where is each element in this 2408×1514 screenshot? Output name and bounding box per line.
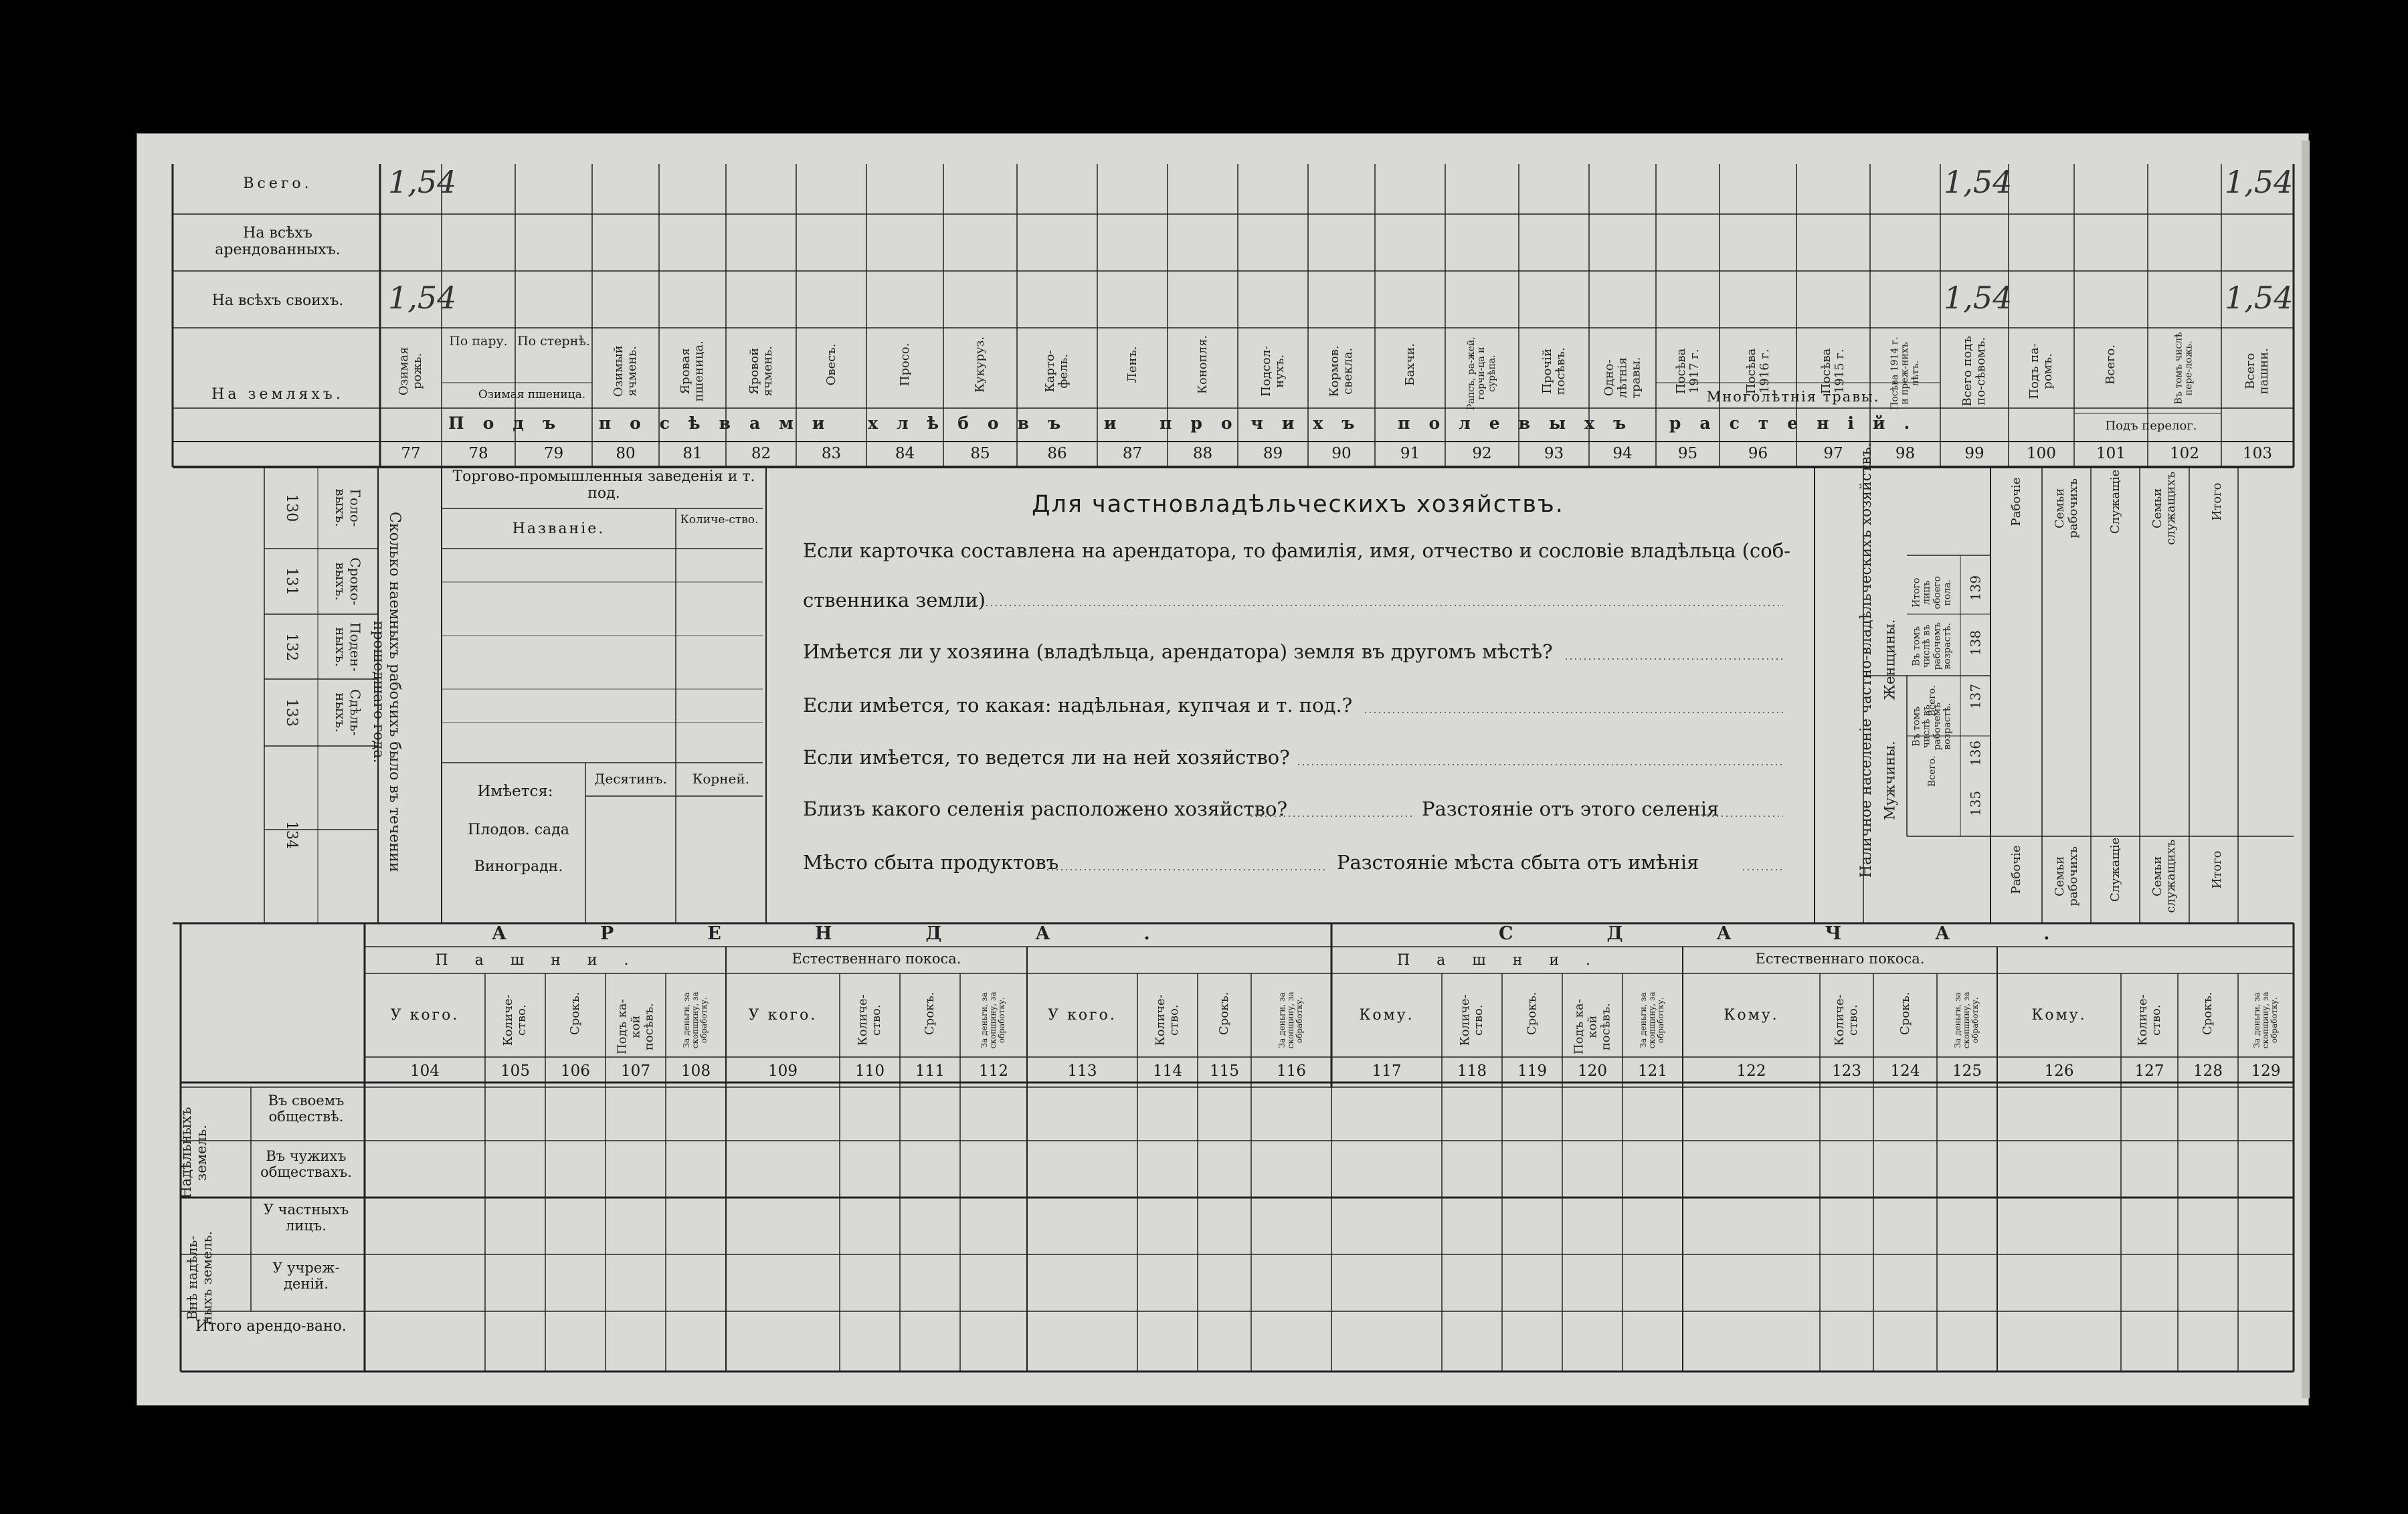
crop-column-header: Подсол-нухъ. [1259, 345, 1287, 397]
livestock-label: Голо-выхъ. [333, 488, 363, 527]
bottom-column-header: За деньги, за скопщину, за обработку. [1277, 991, 1305, 1049]
livestock-label: Сроко-выхъ. [333, 557, 363, 605]
column-number: 91 [1400, 445, 1420, 462]
bottom-column-header: Кому. [1724, 1007, 1779, 1024]
vne-nadel-label: Внѣ надѣль-ныхъ земель. [184, 1231, 215, 1325]
staff-column-header: Служащіе [2108, 837, 2122, 903]
livestock-number: 133 [283, 698, 300, 727]
crop-column-header: Кормов. свекла. [1327, 345, 1355, 397]
sdacha-header: СДАЧА. [1499, 923, 2144, 944]
bottom-column-header: Количе-ство. [501, 994, 529, 1046]
question-other-land: Имѣется ли у хозяина (владѣльца, арендатора) земля въ другомъ мѣстѣ? [803, 640, 1553, 663]
livestock-number: 130 [283, 494, 300, 523]
arenda-header: АРЕНДА. [492, 923, 1244, 944]
hired-workers-label: Сколько наемныхъ рабочихъ было въ течении прошедшаго года. [370, 511, 403, 872]
column-number: 119 [1517, 1062, 1547, 1080]
bottom-column-header: Количе-ство. [1833, 994, 1860, 1046]
column-number: 108 [681, 1062, 711, 1080]
sdacha-pokos-group: Естественнаго покоса. [1755, 951, 1925, 967]
bottom-column-header: Подъ ка-кой посѣвъ. [1572, 999, 1612, 1055]
column-number: 97 [1823, 445, 1843, 462]
bottom-column-header: У кого. [1048, 1007, 1117, 1024]
crop-column-header: По стернѣ. [517, 334, 590, 349]
staff-column-header: Рабочіе [2009, 845, 2023, 894]
has-label: Имѣется: [477, 783, 553, 800]
column-number: 104 [410, 1062, 440, 1080]
crop-column-header: Посѣва 1914 г. и преж-нихъ лѣтъ. [1889, 337, 1921, 410]
column-number: 123 [1832, 1062, 1861, 1080]
crop-column-header: Посѣва 1916 г. [1744, 348, 1772, 394]
bottom-column-header: Кому. [1359, 1007, 1414, 1024]
column-number: 89 [1263, 445, 1283, 462]
staff-column-header: Итого [2209, 482, 2224, 521]
bottom-column-header: Срокъ. [1897, 991, 1912, 1036]
bottom-column-header: Количе-ство. [1153, 994, 1181, 1046]
korney-column: Корней. [692, 771, 750, 787]
column-number: 112 [979, 1062, 1008, 1080]
row-institutions: У учреж-деній. [272, 1260, 340, 1293]
column-number: 83 [821, 445, 842, 462]
crop-column-header: Всего подъ по-сѣвомъ. [1960, 336, 1988, 407]
crop-column-header: Подъ па-ромъ. [2027, 343, 2055, 399]
livestock-number: 134 [283, 820, 300, 849]
column-number: 106 [561, 1062, 590, 1080]
arenda-pokos-group: Естественнаго покоса. [792, 951, 961, 967]
crop-column-header: Озимая рожь. [397, 347, 424, 396]
column-number: 127 [2134, 1062, 2164, 1080]
group-fallow: Подъ перелог. [2105, 419, 2197, 433]
question-market-distance: Разстояніе мѣста сбыта отъ имѣнія [1337, 851, 1699, 874]
handwritten-total-103: 1,54 [2225, 164, 2294, 200]
crop-column-header: Просо. [897, 343, 912, 387]
crop-column-header: Одно-лѣтнія травы. [1602, 357, 1643, 399]
column-number: 81 [682, 445, 703, 462]
crop-column-header: Кукуруз. [973, 336, 988, 393]
column-number: 121 [1638, 1062, 1667, 1080]
column-number: 82 [751, 445, 771, 462]
column-number: 92 [1472, 445, 1492, 462]
column-number: 115 [1210, 1062, 1239, 1080]
livestock-label: Сдѣль-ныхъ. [333, 688, 363, 737]
column-number: 95 [1677, 445, 1698, 462]
column-number: 103 [2243, 445, 2272, 462]
private-farms-title: Для частновладѣльческихъ хозяйствъ. [1032, 491, 1564, 518]
population-column: Всего. [1926, 755, 1938, 787]
column-number: 116 [1277, 1062, 1306, 1080]
handwritten-own-99: 1,54 [1944, 280, 2013, 316]
column-number: 120 [1578, 1062, 1607, 1080]
bottom-column-header: За деньги, за скопщину, за обработку. [980, 991, 1007, 1049]
population-column-number: 138 [1967, 630, 1984, 656]
column-number: 113 [1067, 1062, 1097, 1080]
population-column: Въ томъ числѣ въ рабочемъ возрастѣ. [1911, 702, 1953, 751]
crop-column-header: По пару. [449, 334, 508, 349]
column-number: 87 [1122, 445, 1143, 462]
column-number: 118 [1457, 1062, 1487, 1080]
men-label: Мужчины. [1881, 741, 1898, 820]
column-number: 100 [2027, 445, 2056, 462]
crops-banner: Подъ посѣвами хлѣбовъ и прочихъ полевыхъ растеній. [448, 413, 1929, 433]
row-total-rented: Итого арендо-вано. [195, 1318, 347, 1335]
livestock-label: Поден-ныхъ. [333, 622, 363, 672]
crop-column-header: Озимый ячмень. [612, 345, 639, 397]
bottom-column-header: У кого. [390, 1007, 460, 1024]
column-number: 79 [543, 445, 564, 462]
row-label-total: Всего. [243, 175, 312, 192]
nadel-label: Надѣльныхъ земель. [177, 1107, 209, 1199]
column-number: 114 [1153, 1062, 1182, 1080]
population-label: Наличное населеніе частно-владѣльческихъ хозяйствъ. [1857, 442, 1875, 878]
handwritten-total-99: 1,54 [1944, 164, 2013, 200]
livestock-number: 132 [283, 632, 300, 661]
column-number: 99 [1964, 445, 1984, 462]
bottom-column-header: За деньги, за скопщину, за обработку. [682, 991, 709, 1049]
crop-column-header: Прочій посѣвъ. [1540, 347, 1568, 395]
crop-column-header: Яровая пшеница. [678, 341, 706, 402]
column-number: 129 [2251, 1062, 2281, 1080]
row-private-persons: У частныхъ лицъ. [263, 1202, 349, 1234]
women-label: Женщины. [1881, 619, 1898, 700]
crop-column-header: Ленъ. [1125, 346, 1139, 383]
staff-column-header: Семьи рабочихъ [2052, 846, 2080, 907]
crop-column-header: Всего пашни. [2243, 348, 2271, 395]
group-ozim-wheat: Озимая пшеница. [478, 388, 586, 401]
sdacha-pashni-group: Пашни. [1396, 952, 1618, 969]
bottom-column-header: Срокъ. [1525, 991, 1540, 1036]
bottom-column-header: Количе-ство. [2135, 994, 2163, 1046]
row-other-communities: Въ чужихъ обществахъ. [260, 1148, 352, 1181]
column-number: 101 [2096, 445, 2126, 462]
question-land-type: Если имѣется, то какая: надѣльная, купчая и т. под.? [803, 694, 1353, 717]
crop-column-header: Овесъ. [824, 343, 838, 386]
crop-column-header: Посѣва 1915 г. [1819, 348, 1847, 394]
question-owner-line2: ственника земли) [803, 589, 986, 611]
handwritten-own-103: 1,54 [2225, 280, 2294, 316]
column-number: 109 [768, 1062, 798, 1080]
crop-column-header: Посѣва 1917 г. [1673, 348, 1701, 394]
bottom-column-header: Кому. [2031, 1007, 2087, 1024]
bottom-column-header: У кого. [748, 1007, 818, 1024]
bottom-column-header: За деньги, за скопщину, за обработку. [2251, 991, 2280, 1049]
question-market: Мѣсто сбыта продуктовъ [803, 851, 1059, 874]
column-number: 122 [1736, 1062, 1766, 1080]
population-column: Всего. [1926, 685, 1938, 717]
question-nearest-village: Близъ какого селенія расположено хозяйство? [803, 797, 1288, 820]
staff-column-header: Семьи служащихъ [2150, 839, 2178, 913]
population-column-number: 139 [1967, 575, 1984, 601]
column-number: 94 [1612, 445, 1633, 462]
livestock-number: 131 [283, 567, 300, 596]
arenda-pashni-group: Пашни. [435, 952, 656, 969]
handwritten-total-77: 1,54 [388, 164, 457, 200]
column-number: 126 [2044, 1062, 2074, 1080]
population-column: Въ томъ числѣ въ рабочемъ возрастѣ. [1911, 622, 1953, 670]
population-column-number: 135 [1967, 790, 1984, 817]
column-number: 84 [895, 445, 915, 462]
column-number: 77 [401, 445, 421, 462]
trade-name-column: Названіе. [512, 521, 606, 537]
column-number: 111 [915, 1062, 945, 1080]
crop-column-header: Бахчи. [1402, 343, 1417, 386]
population-column: Итого лицъ обоего пола. [1911, 576, 1953, 609]
bottom-column-header: За деньги, за скопщину, за обработку. [1639, 991, 1666, 1049]
question-farming: Если имѣется, то ведется ли на ней хозяйство? [803, 746, 1290, 769]
column-number: 125 [1952, 1062, 1982, 1080]
handwritten-own-77: 1,54 [388, 280, 457, 316]
crop-column-header: Въ томъ числѣ пере-ложь. [2173, 332, 2195, 405]
crop-column-header: Конопля. [1195, 335, 1210, 394]
trade-header: Торгово-промышленныя заведенія и т. под. [452, 468, 755, 502]
column-number: 96 [1748, 445, 1768, 462]
trade-qty-column: Количе-ство. [680, 513, 759, 527]
bottom-column-header: За деньги, за скопщину, за обработку. [1953, 991, 1980, 1049]
bottom-column-header: Количе-ство. [1458, 994, 1485, 1046]
crop-column-header: Рапсъ, ра-жей, горчи-ца и сурѣпа. [1465, 337, 1497, 410]
staff-column-header: Итого [2209, 850, 2224, 889]
column-number: 85 [970, 445, 990, 462]
staff-column-header: Семьи служащихъ [2150, 471, 2178, 545]
desyatin-column: Десятинъ. [594, 771, 667, 787]
crop-column-header: Карто-фель. [1043, 350, 1071, 393]
bottom-column-header: Срокъ. [568, 991, 583, 1036]
column-number: 128 [2193, 1062, 2223, 1080]
crop-column-header: Яровой ячмень. [747, 346, 775, 397]
column-number: 107 [621, 1062, 650, 1080]
row-label-rented: На всѣхъ арендованныхъ. [215, 225, 341, 259]
column-number: 102 [2170, 445, 2199, 462]
group-perennial-grasses: Многолѣтнія травы. [1706, 389, 1880, 405]
column-number: 105 [500, 1062, 530, 1080]
question-village-distance: Разстояніе отъ этого селенія [1422, 797, 1720, 820]
population-column-number: 137 [1967, 683, 1984, 710]
crop-column-header: Всего. [2104, 344, 2118, 385]
column-number: 78 [468, 445, 488, 462]
column-number: 93 [1544, 445, 1564, 462]
column-number: 117 [1372, 1062, 1402, 1080]
row-label-own: На всѣхъ своихъ. [211, 292, 344, 309]
bottom-column-header: Срокъ. [923, 991, 937, 1036]
row-label-lands: На земляхъ. [211, 386, 344, 403]
column-number: 124 [1890, 1062, 1920, 1080]
column-number: 86 [1047, 445, 1067, 462]
column-number: 88 [1192, 445, 1213, 462]
bottom-column-header: Срокъ. [2201, 991, 2215, 1036]
vineyards-label: Виноградн. [474, 858, 563, 875]
question-owner-line1: Если карточка составлена на арендатора, то фамилія, имя, отчество и сословіе владѣльца (соб- [803, 539, 1790, 562]
bottom-column-header: Подъ ка-кой посѣвъ. [615, 999, 656, 1055]
staff-column-header: Семьи рабочихъ [2052, 478, 2080, 539]
orchards-label: Плодов. сада [468, 822, 569, 838]
column-number: 98 [1895, 445, 1916, 462]
bottom-column-header: Срокъ. [1217, 991, 1232, 1036]
population-column-number: 136 [1967, 740, 1984, 767]
column-number: 110 [855, 1062, 885, 1080]
row-own-community: Въ своемъ обществѣ. [268, 1093, 345, 1125]
column-number: 80 [616, 445, 636, 462]
bottom-column-header: Количе-ство. [856, 994, 883, 1046]
staff-column-header: Рабочіе [2009, 477, 2023, 527]
staff-column-header: Служащіе [2108, 469, 2122, 535]
column-number: 90 [1331, 445, 1352, 462]
